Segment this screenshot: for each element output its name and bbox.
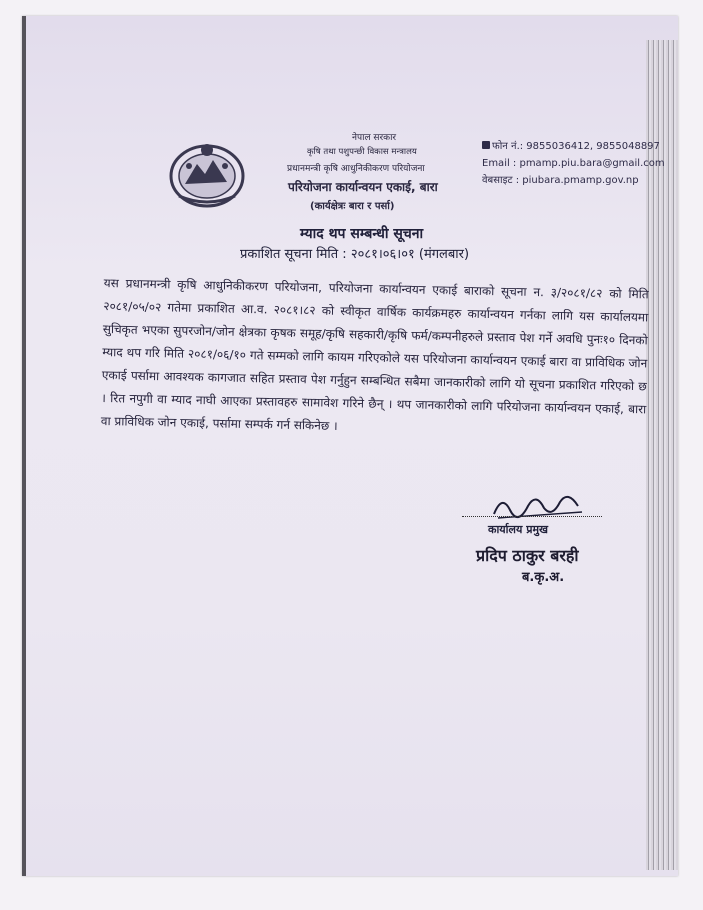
signature-line (462, 516, 602, 517)
signatory-name: प्रदिप ठाकुर बरही (476, 546, 579, 565)
unit-name: परियोजना कार्यान्वयन एकाई, बारा (288, 180, 438, 194)
email-line: Email : pmamp.piu.bara@gmail.com (482, 158, 665, 169)
phone-line: फोन नं.: 9855036412, 9855048897 (482, 138, 665, 155)
notice-body: यस प्रधानमन्त्री कृषि आधुनिकीकरण परियोजना, परियोजना कार्यान्वयन एकाई बाराको सूचना न. ३/२०८१/८२ को मिति २०८१/०५/०२ गतेमा प्रकाशित आ.व. २०८१।८२ को स्वीकृत वार्षिक कार्यक्रमहरु कार्यान्वयन गर्नका लागि यस कार्यालयमा सुचिकृत भएका सुपरजोन/जोन क्षेत्रका कृषक समूह/कृषि सहकारी/कृषि फर्म/कम्पनीहरुले प्रस्ताव पेश गर्ने अवधि पुनः१० दिनको म्याद थप गरि मिति २०८१/०६/१० गते सम्मको लागि कायम गरिएकोले यस परियोजना कार्यान्वयन एकाई बारा वा प्राविधिक जोन एकाई पर्सामा आवश्यक कागजात सहित प्रस्ताव पेश गर्नुहुन सम्बन्धित सबैमा जानकारीको लागि यो सूचना प्रकाशित गरिएको छ । रित नपुगी वा म्याद नाघी आएका प्रस्तावहरु सामावेश गरिने छैन् । थप जानकारीको लागि परियोजना कार्यान्वयन एकाई, बारा वा प्राविधिक जोन एकाई, पर्सामा सम्पर्क गर्न सकिनेछ । (100, 275, 649, 433)
ministry-name: कृषि तथा पशुपन्छी विकास मन्त्रालय (307, 147, 417, 157)
published-date: प्रकाशित सूचना मिति : २०८१।०६।०१ (मंगलबार) (240, 247, 470, 262)
website-line: वेबसाइट : piubara.pmamp.gov.np (482, 175, 639, 186)
phone-icon (482, 141, 490, 149)
notice-subject: म्याद थप सम्बन्धी सूचना (300, 226, 424, 242)
contact-block (482, 138, 665, 189)
project-name: प्रधानमन्त्री कृषि आधुनिकीकरण परियोजना (287, 164, 425, 174)
government-name: नेपाल सरकार (352, 133, 397, 143)
paper-left-edge (22, 16, 26, 876)
signatory-post: ब.कृ.अ. (522, 570, 565, 585)
signature-scribble (488, 488, 588, 524)
nepal-emblem-icon (165, 136, 249, 212)
work-area: (कार्यक्षेत्रः बारा र पर्सा) (310, 201, 395, 212)
signatory-title: कार्यालय प्रमुख (488, 523, 549, 536)
